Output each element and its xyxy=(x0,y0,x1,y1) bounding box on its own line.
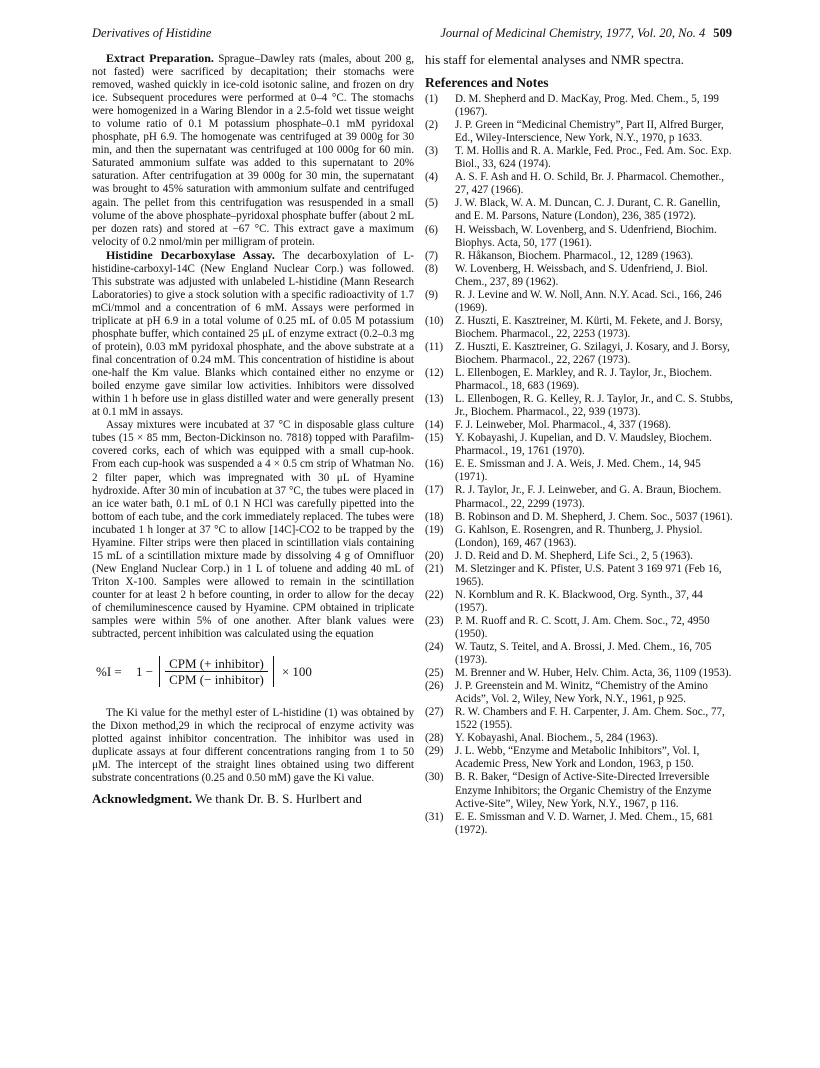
reference-item xyxy=(425,341,735,367)
reference-number: (28) xyxy=(425,732,444,745)
reference-item xyxy=(425,589,735,615)
reference-number: (22) xyxy=(425,588,444,601)
reference-item xyxy=(425,511,735,524)
reference-item xyxy=(425,419,735,432)
reference-number: (20) xyxy=(425,549,444,562)
reference-text: Z. Huszti, E. Kasztreiner, G. Szilagyi, J. Kosary, and J. Borsy, Biochem. Pharmacol., 22, 2267 (1973). xyxy=(455,340,730,366)
page-number: 509 xyxy=(713,26,732,40)
reference-text: J. W. Black, W. A. M. Duncan, C. J. Durant, C. R. Ganellin, and E. M. Parsons, Nature (London), 236, 385 (1972). xyxy=(455,197,721,223)
assay-text: The decarboxylation of L-histidine-carboxyl-14C (New England Nuclear Corp.) was followed. This substrate was adjusted with unlabeled L-histidine (Mann Research Laboratories) to give a stock solution with a specific radioactivity of 1.7 mCi/mmol and a concentration of 6 mM. Assays were performed in triplicate at pH 6.9 in a total volume of 0.25 mL of 0.05 M potassium phosphate buffer, which contained 25 μL of enzyme extract (0.2–0.3 mg of protein), 0.03 mM pyridoxal phosphate, and the above substrate at a final concentration of 0.24 mM. This concentration of histidine is about one-half the Km value. Blanks which contained either no enzyme or boiled enzyme gave similar low activities. Inhibitors were dissolved within 1 h before use in glass distilled water and were generally present at 0.1 mM in assays. xyxy=(92,249,414,419)
reference-item xyxy=(425,197,735,223)
reference-item xyxy=(425,811,735,837)
reference-text: Y. Kobayashi, J. Kupelian, and D. V. Maudsley, Biochem. Pharmacol., 19, 1761 (1970). xyxy=(455,432,712,458)
reference-text: J. L. Webb, “Enzyme and Metabolic Inhibitors”, Vol. I, Academic Press, New York and London, 1963, p 150. xyxy=(455,745,700,771)
equation-lhs: %I = xyxy=(96,663,122,679)
reference-number: (26) xyxy=(425,680,444,693)
reference-number: (8) xyxy=(425,262,438,275)
reference-number: (17) xyxy=(425,484,444,497)
reference-number: (13) xyxy=(425,393,444,406)
reference-number: (3) xyxy=(425,145,438,158)
reference-text: M. Sletzinger and K. Pfister, U.S. Patent 3 169 971 (Feb 16, 1965). xyxy=(455,562,722,588)
equation-one-minus: 1 − xyxy=(136,663,154,679)
reference-number: (18) xyxy=(425,510,444,523)
reference-text: R. J. Levine and W. W. Noll, Ann. N.Y. Acad. Sci., 166, 246 (1969). xyxy=(455,288,722,314)
reference-item xyxy=(425,93,735,119)
reference-item xyxy=(425,458,735,484)
reference-text: E. E. Smissman and J. A. Weis, J. Med. Chem., 14, 945 (1971). xyxy=(455,458,701,484)
inhibition-equation xyxy=(96,645,414,697)
equation-fraction xyxy=(159,656,274,687)
reference-text: D. M. Shepherd and D. MacKay, Prog. Med. Chem., 5, 199 (1967). xyxy=(455,93,719,119)
reference-text: G. Kahlson, E. Rosengren, and R. Thunberg, J. Physiol. (London), 169, 467 (1963). xyxy=(455,523,703,549)
reference-number: (23) xyxy=(425,614,444,627)
reference-number: (19) xyxy=(425,523,444,536)
reference-number: (15) xyxy=(425,432,444,445)
reference-number: (29) xyxy=(425,745,444,758)
reference-item xyxy=(425,315,735,341)
reference-text: A. S. F. Ash and H. O. Schild, Br. J. Pharmacol. Chemother., 27, 427 (1966). xyxy=(455,171,725,197)
reference-item xyxy=(425,771,735,810)
reference-number: (5) xyxy=(425,197,438,210)
reference-number: (2) xyxy=(425,119,438,132)
reference-item xyxy=(425,393,735,419)
reference-item xyxy=(425,119,735,145)
reference-number: (7) xyxy=(425,249,438,262)
extract-preparation-heading: Extract Preparation. xyxy=(106,51,214,65)
running-head-right xyxy=(440,26,732,41)
reference-item xyxy=(425,667,735,680)
reference-item xyxy=(425,263,735,289)
reference-number: (4) xyxy=(425,171,438,184)
acknowledgment-paragraph xyxy=(92,791,414,807)
reference-number: (30) xyxy=(425,771,444,784)
reference-item xyxy=(425,432,735,458)
reference-text: J. P. Greenstein and M. Winitz, “Chemistry of the Amino Acids”, Vol. 2, Wiley, New York, N.Y., 1961, p 925. xyxy=(455,680,708,706)
reference-number: (24) xyxy=(425,641,444,654)
reference-number: (21) xyxy=(425,562,444,575)
assay-heading: Histidine Decarboxylase Assay. xyxy=(106,247,275,262)
reference-text: B. R. Baker, “Design of Active-Site-Directed Irreversible Enzyme Inhibitors; the Organic Chemistry of the Enzyme Active-Site”, Wiley, New York, N.Y., 1967, p 116. xyxy=(455,771,712,810)
right-column xyxy=(425,52,735,837)
reference-text: P. M. Ruoff and R. C. Scott, J. Am. Chem. Soc., 72, 4950 (1950). xyxy=(455,614,710,640)
reference-text: J. P. Green in “Medicinal Chemistry”, Part II, Alfred Burger, Ed., Wiley-Interscience, New York, N.Y., 1970, p 1633. xyxy=(455,119,724,145)
reference-item xyxy=(425,706,735,732)
reference-number: (31) xyxy=(425,810,444,823)
assay-mixtures-paragraph: Assay mixtures were incubated at 37 °C in disposable glass culture tubes (15 × 85 mm, Becton-Dickinson no. 7818) topped with Parafilm-covered corks, each of which was equipped with a small cup-hook. From each cup-hook was suspended a 4 × 0.5 cm strip of Whatman No. 2 filter paper, which was impregnated with 30 μL of Hyamine hydroxide. After 30 min of incubation at 37 °C, the tubes were placed in an ice water bath, 0.1 mL of 0.1 N HCl was carefully pipetted into the bottom of each tube, and the cork immediately replaced. The tubes were incubated 1 h longer at 37 °C to allow [14C]-CO2 to be trapped by the Hyamine. Filter strips were then placed in scintillation vials containing 15 mL of a scintillation mixture made by dissolving 4 g of Omnifluor (New England Nuclear Corp.) in 1 L of toluene and adding 40 mL of Triton X-100. Samples were allowed to remain in the scintillation counter for at least 2 h before counting, in order to allow for the decay of chemiluminescence caused by Hyamine. CPM obtained in triplicate samples were within 5% of one another. After blank values were subtracted, percent inhibition was calculated using the equation xyxy=(92,419,414,641)
reference-item xyxy=(425,732,735,745)
reference-text: L. Ellenbogen, R. G. Kelley, R. J. Taylor, Jr., and C. S. Stubbs, Jr., Biochem. Pharmacol., 22, 939 (1973). xyxy=(455,393,733,419)
reference-item xyxy=(425,171,735,197)
reference-number: (9) xyxy=(425,288,438,301)
reference-item xyxy=(425,250,735,263)
reference-item xyxy=(425,524,735,550)
equation-times-100: × 100 xyxy=(281,663,312,679)
ki-paragraph: The Ki value for the methyl ester of L-histidine (1) was obtained by the Dixon method,29 in which the reciprocal of enzyme activity was plotted against inhibitor concentration. The inhibitor was used in duplicate assays at four different concentrations ranging from 1 to 50 μM. The intercept of the straight lines obtained using two different substrate concentrations (0.25 and 0.50 mM) gave the Ki value. xyxy=(92,707,414,785)
reference-number: (27) xyxy=(425,706,444,719)
reference-text: E. E. Smissman and V. D. Warner, J. Med. Chem., 15, 681 (1972). xyxy=(455,810,714,836)
left-column xyxy=(92,52,414,807)
reference-text: R. W. Chambers and F. H. Carpenter, J. Am. Chem. Soc., 77, 1522 (1955). xyxy=(455,706,725,732)
references-heading: References and Notes xyxy=(425,75,549,90)
reference-item xyxy=(425,367,735,393)
reference-item xyxy=(425,680,735,706)
reference-item xyxy=(425,641,735,667)
reference-text: R. J. Taylor, Jr., F. J. Leinweber, and G. A. Braun, Biochem. Pharmacol., 22, 2299 (1973). xyxy=(455,484,722,510)
reference-text: W. Tautz, S. Teitel, and A. Brossi, J. Med. Chem., 16, 705 (1973). xyxy=(455,641,712,667)
reference-text: Y. Kobayashi, Anal. Biochem., 5, 284 (1963). xyxy=(455,732,658,745)
reference-number: (6) xyxy=(425,223,438,236)
acknowledgment-text: We thank Dr. B. S. Hurlbert and xyxy=(195,791,362,807)
reference-item xyxy=(425,745,735,771)
reference-item xyxy=(425,145,735,171)
assay-paragraph xyxy=(92,249,414,420)
equation-denominator: CPM (− inhibitor) xyxy=(169,671,264,687)
reference-item xyxy=(425,224,735,250)
reference-text: F. J. Leinweber, Mol. Pharmacol., 4, 337 (1968). xyxy=(455,419,671,432)
journal-citation: Journal of Medicinal Chemistry, 1977, Vol. 20, No. 4 xyxy=(440,26,706,40)
reference-text: L. Ellenbogen, E. Markley, and R. J. Taylor, Jr., Biochem. Pharmacol., 18, 683 (1969). xyxy=(455,367,712,393)
reference-text: N. Kornblum and R. K. Blackwood, Org. Synth., 37, 44 (1957). xyxy=(455,588,703,614)
reference-number: (12) xyxy=(425,367,444,380)
reference-item xyxy=(425,484,735,510)
references-list xyxy=(425,93,735,837)
reference-number: (14) xyxy=(425,419,444,432)
reference-text: W. Lovenberg, H. Weissbach, and S. Udenfriend, J. Biol. Chem., 237, 89 (1962). xyxy=(455,262,708,288)
reference-number: (16) xyxy=(425,458,444,471)
reference-item xyxy=(425,615,735,641)
extract-preparation-text: Sprague–Dawley rats (males, about 200 g, not fasted) were sacrificed by decapitation; their stomachs were removed, washed quickly in ice-cold isotonic saline, and frozen on dry ice. Subsequent procedures were performed at 0–4 °C. The stomachs were homogenized in a Waring Blendor in a 2.5-fold wet tissue weight to volume ratio of 0.1 M potassium phosphate–0.1 mM pyridoxal phosphate, pH 6.9. The homogenate was centrifuged at 39 000g for 30 min, and then the supernatant was centrifuged at 100 000g for 60 min. Saturated ammonium sulfate was added to this supernatant to 20% saturation. After centrifugation at 39 000g for 30 min, the supernatant was brought to 45% saturation with ammonium sulfate and centrifuged again. The pellet from this centrifugation was resuspended in a small volume of the above phosphate–pyridoxal phosphate buffer (about 2 mL per dozen rats) and stored at −67 °C. This extract gave a maximum velocity of 0.2 nmol/min per milligram of protein. xyxy=(92,53,414,248)
reference-text: M. Brenner and W. Huber, Helv. Chim. Acta, 36, 1109 (1953). xyxy=(455,667,732,680)
acknowledgment-continuation: his staff for elemental analyses and NMR spectra. xyxy=(425,52,684,67)
reference-text: B. Robinson and D. M. Shepherd, J. Chem. Soc., 5037 (1961). xyxy=(455,510,733,523)
extract-preparation-paragraph xyxy=(92,52,414,249)
reference-item xyxy=(425,289,735,315)
equation-numerator: CPM (+ inhibitor) xyxy=(165,656,268,672)
reference-number: (10) xyxy=(425,314,444,327)
reference-item xyxy=(425,550,735,563)
reference-item xyxy=(425,563,735,589)
reference-text: R. Håkanson, Biochem. Pharmacol., 12, 1289 (1963). xyxy=(455,249,694,262)
reference-text: H. Weissbach, W. Lovenberg, and S. Udenfriend, Biochim. Biophys. Acta, 50, 177 (1961). xyxy=(455,223,717,249)
reference-number: (25) xyxy=(425,667,444,680)
reference-number: (1) xyxy=(425,93,438,106)
running-head-left: Derivatives of Histidine xyxy=(92,26,212,40)
reference-text: J. D. Reid and D. M. Shepherd, Life Sci., 2, 5 (1963). xyxy=(455,549,693,562)
acknowledgment-heading: Acknowledgment. xyxy=(92,791,193,807)
reference-text: Z. Huszti, E. Kasztreiner, M. Kürti, M. Fekete, and J. Borsy, Biochem. Pharmacol., 22, 2253 (1973). xyxy=(455,314,723,340)
reference-text: T. M. Hollis and R. A. Markle, Fed. Proc., Fed. Am. Soc. Exp. Biol., 33, 624 (1974). xyxy=(455,145,732,171)
reference-number: (11) xyxy=(425,340,444,353)
